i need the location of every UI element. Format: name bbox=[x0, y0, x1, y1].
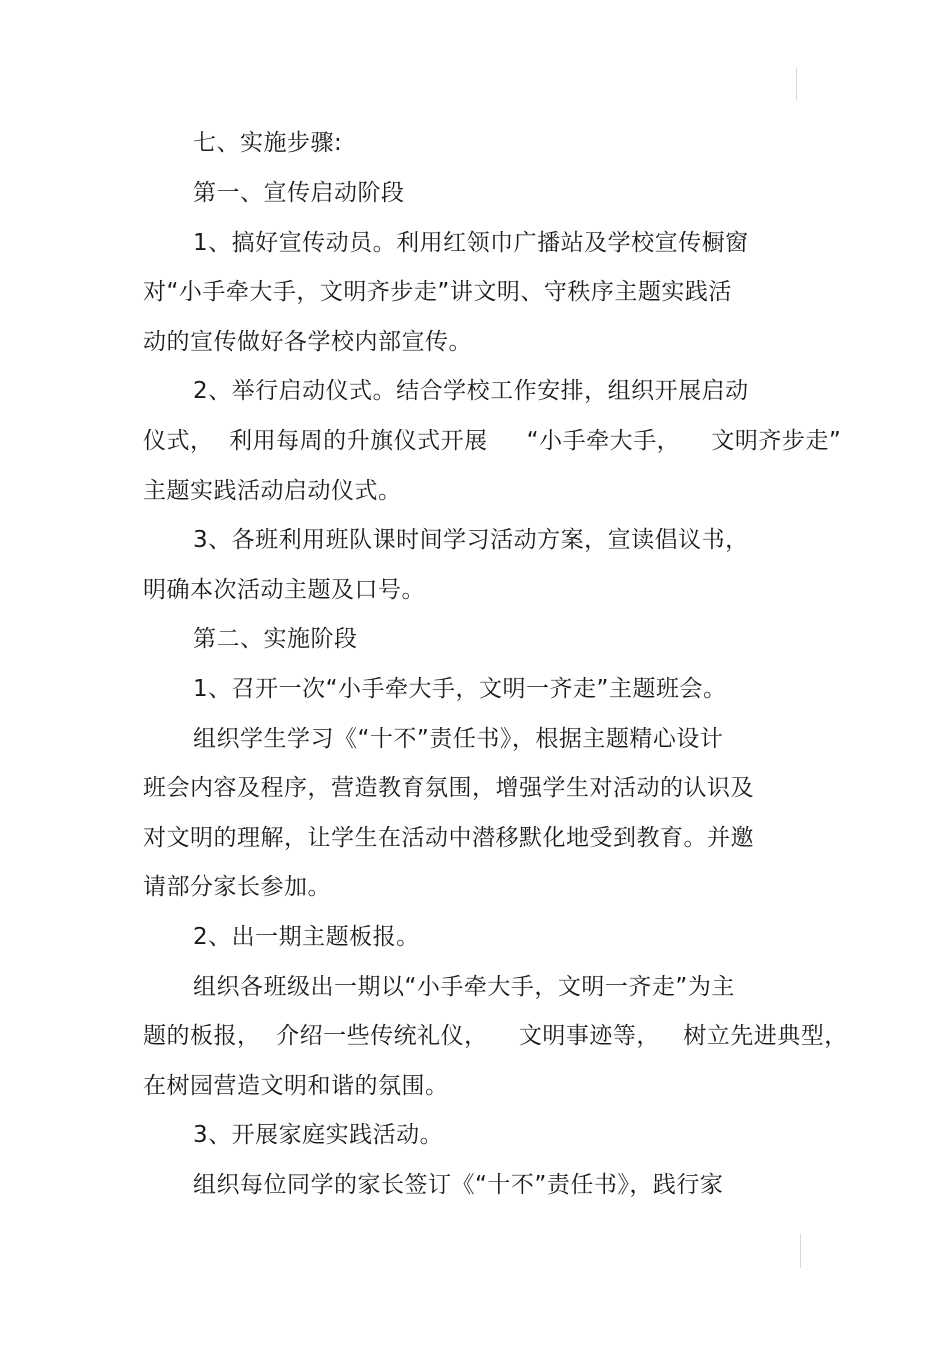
paragraph-line: 2、出一期主题板报。 bbox=[193, 924, 420, 950]
paragraph-line: 组织每位同学的家长签订《“十不”责任书》，践行家 bbox=[193, 1172, 724, 1198]
paragraph-line: 2、举行启动仪式。结合学校工作安排，组织开展启动 bbox=[193, 378, 749, 404]
paragraph-line: 在树园营造文明和谐的氛围。 bbox=[143, 1073, 449, 1099]
page-edge-mark-bottom bbox=[800, 1234, 801, 1268]
paragraph-line: 仪式， 利用每周的升旗仪式开展 “小手牵大手， 文明齐步走” bbox=[143, 428, 842, 454]
phase-heading: 第一、宣传启动阶段 bbox=[193, 180, 405, 206]
paragraph-line: 主题实践活动启动仪式。 bbox=[143, 478, 402, 504]
phase-heading: 第二、实施阶段 bbox=[193, 626, 358, 652]
section-heading: 七、实施步骤: bbox=[193, 130, 343, 156]
paragraph-line: 班会内容及程序，营造教育氛围，增强学生对活动的认识及 bbox=[143, 775, 754, 801]
paragraph-line: 3、开展家庭实践活动。 bbox=[193, 1122, 444, 1148]
paragraph-line: 明确本次活动主题及口号。 bbox=[143, 577, 425, 603]
paragraph-line: 请部分家长参加。 bbox=[143, 874, 331, 900]
paragraph-line: 动的宣传做好各学校内部宣传。 bbox=[143, 329, 472, 355]
paragraph-line: 组织学生学习《“十不”责任书》，根据主题精心设计 bbox=[193, 726, 724, 752]
paragraph-line: 题的板报， 介绍一些传统礼仪， 文明事迹等， 树立先进典型， bbox=[143, 1023, 848, 1049]
paragraph-line: 对“小手牵大手，文明齐步走”讲文明、守秩序主题实践活 bbox=[143, 279, 732, 305]
paragraph-line: 组织各班级出一期以“小手牵大手，文明一齐走”为主 bbox=[193, 974, 735, 1000]
page-edge-mark-top bbox=[796, 68, 797, 100]
paragraph-line: 1、召开一次“小手牵大手，文明一齐走”主题班会。 bbox=[193, 676, 727, 702]
paragraph-line: 1、搞好宣传动员。利用红领巾广播站及学校宣传橱窗 bbox=[193, 230, 749, 256]
paragraph-line: 3、各班利用班队课时间学习活动方案，宣读倡议书， bbox=[193, 527, 749, 553]
paragraph-line: 对文明的理解，让学生在活动中潜移默化地受到教育。并邀 bbox=[143, 825, 754, 851]
